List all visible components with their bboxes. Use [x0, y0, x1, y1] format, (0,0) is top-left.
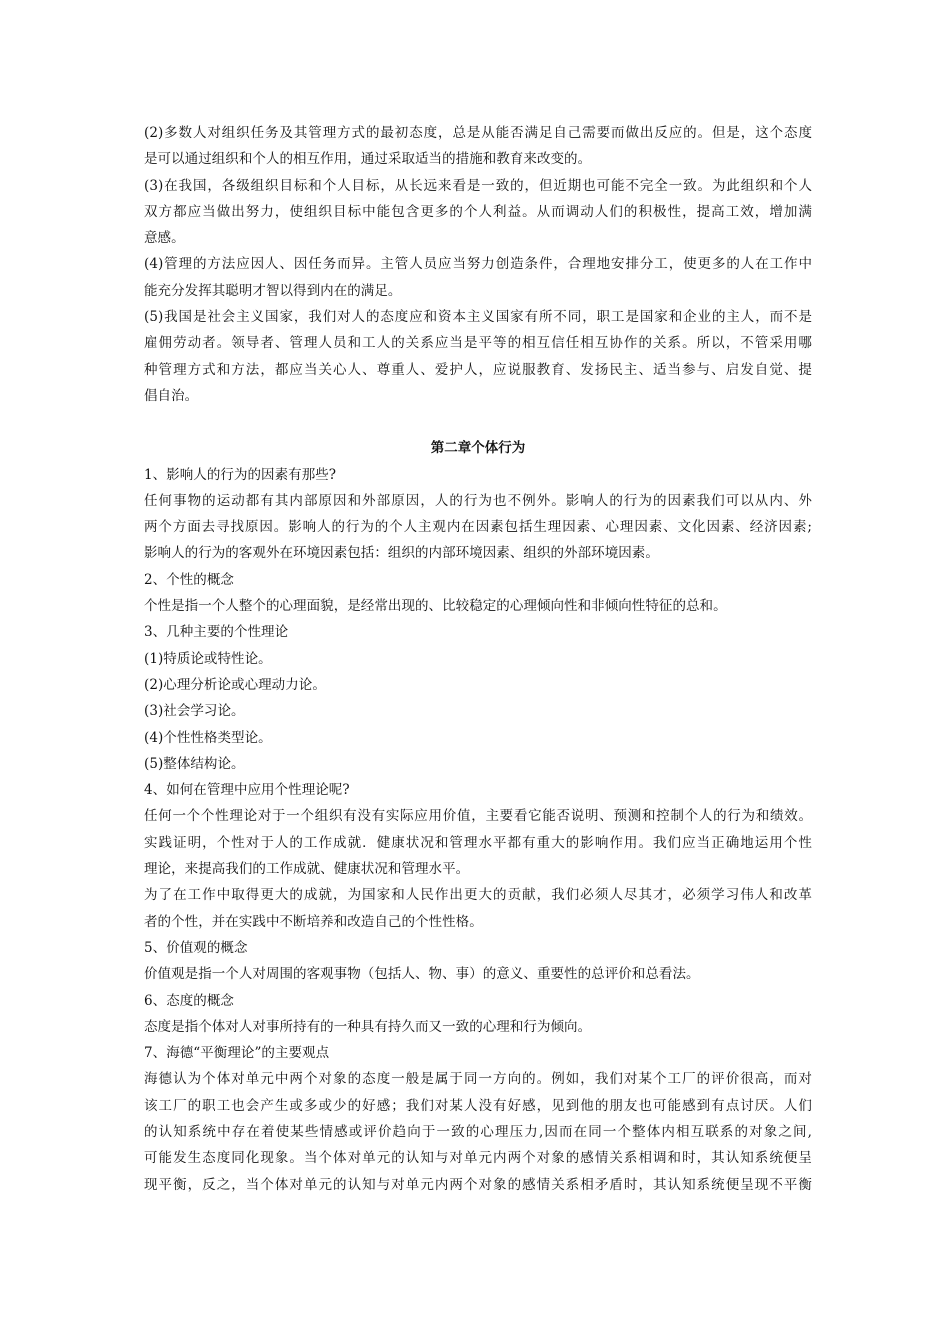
section-heading: 5、价值观的概念 — [144, 939, 248, 956]
text-line: 任何事物的运动都有其内部原因和外部原因，人的行为也不例外。影响人的行为的因素我们可以从内、外 — [144, 492, 812, 509]
section-heading: 4、如何在管理中应用个性理论呢? — [144, 782, 350, 799]
text-line: 理论，来提高我们的工作成就、健康状况和管理水平。 — [144, 861, 470, 878]
section-2 — [144, 567, 812, 620]
top-point-4 — [144, 251, 812, 304]
text-line: (3)在我国，各级组织目标和个人目标，从长远来看是一致的，但近期也可能不完全一致。为此组织和个人 — [144, 177, 812, 194]
top-point-5 — [144, 304, 812, 409]
text-line: 意感。 — [144, 230, 185, 247]
text-line: 能充分发挥其聪明才智以得到内在的满足。 — [144, 282, 402, 299]
list-item: (3)社会学习论。 — [144, 703, 245, 720]
text-line: 现平衡，反之，当个体对单元的认知与对单元内两个对象的感情关系相矛盾时，其认知系统便呈现不平衡 — [144, 1176, 812, 1193]
text-line: 态度是指个体对人对事所持有的一种具有持久而又一致的心理和行为倾向。 — [144, 1018, 592, 1035]
text-line: (2)多数人对组织任务及其管理方式的最初态度，总是从能否满足自己需要而做出反应的。但是，这个态度 — [144, 125, 812, 141]
section-5 — [144, 935, 812, 988]
section-heading: 1、影响人的行为的因素有那些? — [144, 466, 337, 483]
text-line: 影响人的行为的客观外在环境因素包括：组织的内部环境因素、组织的外部环境因素。 — [144, 545, 659, 562]
text-line: (4)管理的方法应因人、因任务而异。主管人员应当努力创造条件，合理地安排分工，使更多的人在工作中 — [144, 256, 812, 273]
section-3 — [144, 619, 812, 777]
section-heading: 6、态度的概念 — [144, 992, 234, 1009]
section-4 — [144, 777, 812, 935]
text-line: 是可以通过组织和个人的相互作用，通过采取适当的措施和教育来改变的。 — [144, 151, 592, 168]
list-item: (4)个性性格类型论。 — [144, 729, 272, 746]
text-line: 者的个性，并在实践中不断培养和改造自己的个性性格。 — [144, 913, 483, 930]
list-item: (5)整体结构论。 — [144, 755, 245, 772]
text-line: 双方都应当做出努力，使组织目标中能包含更多的个人利益。从而调动人们的积极性，提高工效，增加满 — [144, 203, 812, 220]
text-line: 种管理方式和方法，都应当关心人、尊重人、爱护人，应说服教育、发扬民主、适当参与、启发自觉、提 — [144, 361, 812, 378]
top-point-3 — [144, 173, 812, 252]
text-line: 海德认为个体对单元中两个对象的态度一般是属于同一方向的。例如，我们对某个工厂的评价很高，而对 — [144, 1071, 812, 1088]
text-line: 的认知系统中存在着使某些情感或评价趋向于一致的心理压力,因而在同一个整体内相互联系的对象之间, — [144, 1123, 812, 1140]
section-heading: 3、几种主要的个性理论 — [144, 624, 289, 641]
section-6 — [144, 988, 812, 1041]
text-line: 价值观是指一个人对周围的客观事物（包括人、物、事）的意义、重要性的总评价和总看法。 — [144, 966, 700, 983]
text-line: 个性是指一个人整个的心理面貌，是经常出现的、比较稳定的心理倾向性和非倾向性特征的总和。 — [144, 598, 727, 615]
section-heading: 2、个性的概念 — [144, 571, 234, 588]
chapter-title: 第二章个体行为 — [430, 440, 526, 457]
document-page — [144, 120, 812, 1198]
text-line: 为了在工作中取得更大的成就，为国家和人民作出更大的贡献，我们必须人尽其才，必须学习伟人和改革 — [144, 887, 812, 904]
text-line: (5)我国是社会主义国家，我们对人的态度应和资本主义国家有所不同，职工是国家和企业的主人，而不是 — [144, 309, 812, 326]
text-line: 可能发生态度同化现象。当个体对单元的认知与对单元内两个对象的感情关系相调和时，其认知系统便呈 — [144, 1150, 812, 1167]
top-point-2 — [144, 120, 812, 173]
text-line: 倡自治。 — [144, 387, 199, 404]
section-1 — [144, 462, 812, 567]
section-7 — [144, 1040, 812, 1198]
text-line: 该工厂的职工也会产生或多或少的好感；我们对某人没有好感，见到他的朋友也可能感到有点讨厌。人们 — [144, 1097, 812, 1114]
text-line: 两个方面去寻找原因。影响人的行为的个人主观内在因素包括生理因素、心理因素、文化因素、经济因素; — [144, 519, 812, 536]
text-line: 实践证明，个性对于人的工作成就．健康状况和管理水平都有重大的影响作用。我们应当正确地运用个性 — [144, 834, 812, 851]
list-item: (2)心理分析论或心理动力论。 — [144, 676, 326, 693]
text-line: 雇佣劳动者。领导者、管理人员和工人的关系应当是平等的相互信任相互协作的关系。所以，不管采用哪 — [144, 335, 812, 352]
list-item: (1)特质论或特性论。 — [144, 650, 272, 667]
text-line: 任何一个个性理论对于一个组织有没有实际应用价值，主要看它能否说明、预测和控制个人的行为和绩效。 — [144, 808, 812, 825]
section-heading: 7、海德“平衡理论”的主要观点 — [144, 1045, 330, 1062]
